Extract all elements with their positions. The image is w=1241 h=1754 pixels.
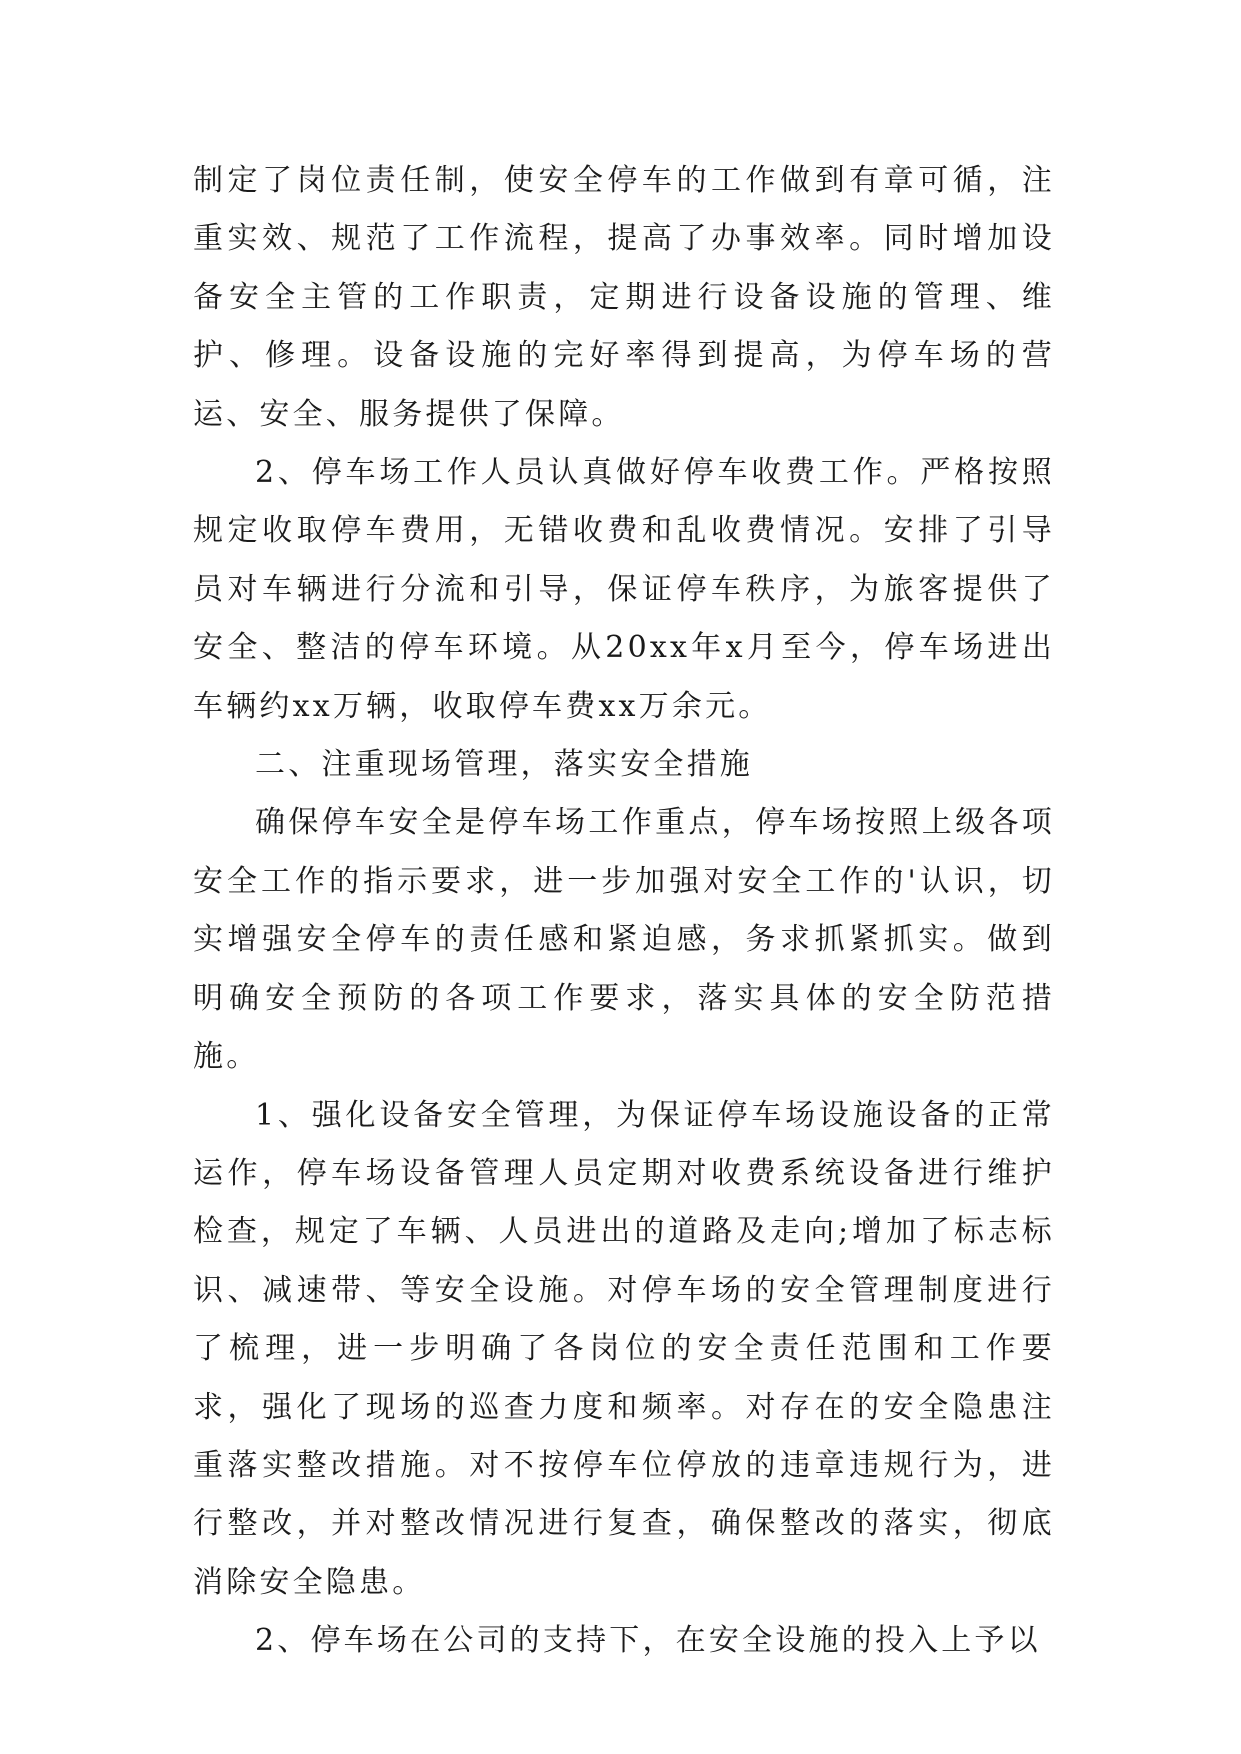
paragraph-equipment-safety: 1、强化设备安全管理，为保证停车场设施设备的正常运作，停车场设备管理人员定期对收费系统设备进行维护检查，规定了车辆、人员进出的道路及走向;增加了标志标识、减速带、等安全设施。对停车场的安全管理制度进行了梳理，进一步明确了各岗位的安全责任范围和工作要求，强化了现场的巡查力度和频率。对存在的安全隐患注重落实整改措施。对不按停车位停放的违章违规行为，进行整改，并对整改情况进行复查，确保整改的落实，彻底消除安全隐患。 [193, 1097, 1055, 1600]
section-heading-site-management: 二、注重现场管理，落实安全措施 [255, 747, 753, 783]
paragraph-safety-priority: 确保停车安全是停车场工作重点，停车场按照上级各项安全工作的指示要求，进一步加强对安全工作的'认识，切实增强安全停车的责任感和紧迫感，务求抓紧抓实。做到明确安全预防的各项工作要求，落实具体的安全防范措施。 [193, 805, 1055, 1075]
paragraph-parking-fee: 2、停车场工作人员认真做好停车收费工作。严格按照规定收取停车费用，无错收费和乱收费情况。安排了引导员对车辆进行分流和引导，保证停车秩序，为旅客提供了安全、整洁的停车环境。从20xx年x月至今，停车场进出车辆约xx万辆，收取停车费xx万余元。 [193, 455, 1055, 724]
document-body [193, 152, 1055, 1671]
paragraph-safety-investment: 2、停车场在公司的支持下，在安全设施的投入上予以 [255, 1623, 1041, 1659]
paragraph-responsibility-system: 制定了岗位责任制，使安全停车的工作做到有章可循，注重实效、规范了工作流程，提高了办事效率。同时增加设备安全主管的工作职责，定期进行设备设施的管理、维护、修理。设备设施的完好率得到提高，为停车场的营运、安全、服务提供了保障。 [193, 163, 1055, 432]
